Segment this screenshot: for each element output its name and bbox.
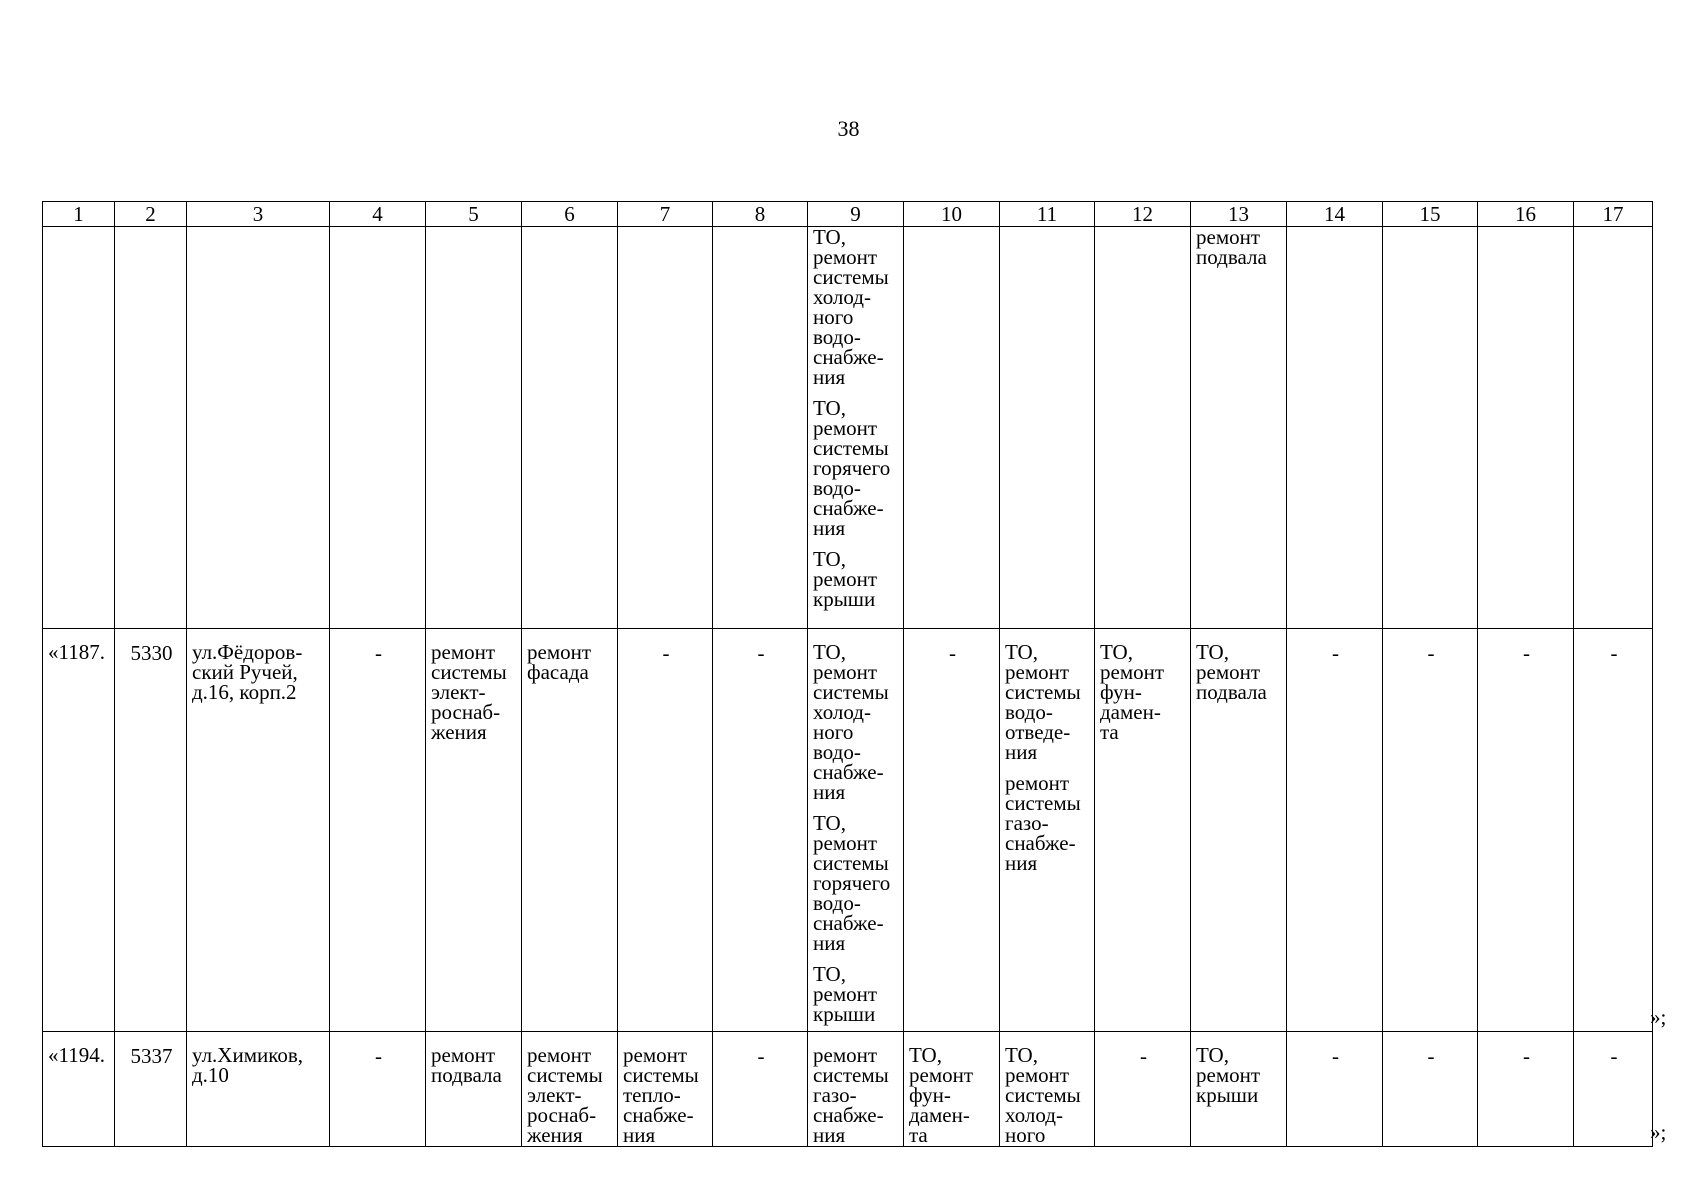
cell-line: -	[1332, 641, 1339, 665]
cell-line: ремонт	[909, 1063, 974, 1087]
cell-line: ния	[813, 780, 846, 804]
cell-entry	[623, 1045, 709, 1145]
cell-line: ТО,	[813, 640, 846, 664]
table-cell	[1000, 629, 1095, 1032]
cell-entry	[1196, 642, 1283, 702]
cell-line: ремонт	[813, 982, 878, 1006]
cell-line: -	[662, 641, 670, 665]
cell-line: фун-	[909, 1083, 951, 1107]
column-header-2: 2	[115, 202, 187, 227]
cell-entry	[431, 642, 518, 742]
table-cell	[330, 629, 426, 1032]
cell-line: холод-	[813, 285, 871, 309]
cell-line: крыши	[813, 587, 876, 611]
cell-line: системы	[813, 851, 889, 875]
header-row	[43, 202, 1653, 227]
cell-line: ТО,	[813, 962, 846, 986]
cell-entry	[527, 1045, 614, 1145]
cell-line: ремонт	[527, 640, 592, 664]
cell-line: тепло-	[623, 1083, 681, 1107]
cell-line: -	[375, 1044, 382, 1068]
cell-line: фасада	[527, 660, 589, 684]
table-cell	[187, 629, 330, 1032]
table-cell	[330, 227, 426, 629]
cell-entry	[1005, 773, 1091, 873]
cell-line: ния	[813, 1123, 846, 1147]
table-cell	[1095, 1032, 1191, 1147]
cell-line: ремонт	[813, 1043, 878, 1067]
cell-line: ремонт	[623, 1043, 688, 1067]
cell-line: подвала	[1196, 680, 1267, 704]
cell-entry	[718, 1046, 804, 1066]
cell-line: элект-	[431, 680, 486, 704]
cell-line: ремонт	[813, 831, 878, 855]
cell-entry	[48, 1045, 111, 1065]
cell-entry	[192, 642, 326, 702]
cell-entry	[120, 1046, 183, 1066]
cell-entry	[1196, 1045, 1283, 1105]
cell-line: ремонт	[813, 416, 878, 440]
table-cell	[522, 227, 618, 629]
table-cell	[1191, 227, 1287, 629]
table-cell	[1191, 629, 1287, 1032]
table-cell	[115, 629, 187, 1032]
table-cell	[1574, 629, 1653, 1032]
cell-line: ремонт	[431, 1043, 496, 1067]
column-header-3: 3	[187, 202, 330, 227]
cell-line: ТО,	[813, 225, 846, 249]
cell-line: 5330	[130, 641, 173, 665]
table-row	[43, 1032, 1653, 1147]
cell-line: ремонт	[431, 640, 496, 664]
table-cell	[904, 629, 1000, 1032]
cell-line: «1187.	[48, 640, 105, 664]
cell-entry	[813, 398, 900, 538]
cell-entry	[909, 643, 996, 663]
cell-entry	[335, 1046, 422, 1066]
cell-line: -	[1427, 641, 1435, 665]
column-header-8: 8	[713, 202, 808, 227]
table-cell	[904, 227, 1000, 629]
column-header-6: 6	[522, 202, 618, 227]
cell-line: ремонт	[813, 245, 878, 269]
table-cell	[1574, 1032, 1653, 1147]
cell-line: холод-	[813, 700, 871, 724]
table-cell	[1574, 227, 1653, 629]
cell-line: элект-	[527, 1083, 582, 1107]
cell-line: ремонт	[1196, 1063, 1261, 1087]
cell-line: ного	[1005, 1123, 1046, 1147]
table-cell	[808, 629, 904, 1032]
table-body	[43, 227, 1653, 1147]
cell-line: -	[1610, 1044, 1618, 1068]
cell-entry	[120, 643, 183, 663]
table-cell	[1287, 629, 1383, 1032]
cell-line: 5337	[130, 1044, 173, 1068]
cell-entry	[1005, 1045, 1091, 1145]
table-cell	[330, 1032, 426, 1147]
cell-line: водо-	[813, 740, 861, 764]
cell-line: ния	[813, 516, 846, 540]
table-cell	[1287, 227, 1383, 629]
table-cell	[1383, 629, 1478, 1032]
table-cell	[522, 629, 618, 1032]
cell-entry	[1483, 1046, 1570, 1066]
cell-line: роснаб-	[527, 1103, 597, 1127]
cell-line: жения	[431, 720, 487, 744]
cell-line: холод-	[1005, 1103, 1063, 1127]
cell-line: та	[1100, 720, 1119, 744]
cell-line: водо-	[1005, 700, 1053, 724]
table-cell	[187, 1032, 330, 1147]
cell-line: ский Ручей,	[192, 660, 298, 684]
cell-entry	[909, 1045, 996, 1145]
cell-entry	[813, 549, 900, 609]
cell-line: горячего	[813, 456, 891, 480]
table-cell	[115, 227, 187, 629]
cell-line: снабже-	[813, 911, 884, 935]
cell-line: газо-	[813, 1083, 857, 1107]
cell-line: -	[1523, 1044, 1530, 1068]
cell-entry	[1579, 643, 1649, 663]
cell-line: системы	[431, 660, 507, 684]
table-cell	[426, 227, 522, 629]
cell-entry	[1100, 642, 1187, 742]
cell-entry	[1292, 643, 1379, 663]
cell-line: -	[757, 1044, 765, 1068]
cell-line: ТО,	[813, 547, 846, 571]
cell-line: ремонт	[1005, 660, 1070, 684]
column-header-16: 16	[1478, 202, 1574, 227]
cell-line: ТО,	[909, 1043, 942, 1067]
cell-line: ния	[1005, 851, 1038, 875]
cell-line: системы	[813, 265, 889, 289]
table-cell	[808, 1032, 904, 1147]
cell-line: -	[757, 641, 765, 665]
cell-line: ул.Химиков,	[192, 1043, 304, 1067]
table-cell	[43, 1032, 115, 1147]
row-closing-quote: »;	[1650, 1119, 1667, 1144]
table-cell	[1478, 227, 1574, 629]
cell-entry	[335, 643, 422, 663]
cell-line: ремонт	[813, 567, 878, 591]
cell-line: ния	[813, 365, 846, 389]
cell-line: крыши	[1196, 1083, 1259, 1107]
cell-line: ния	[1005, 740, 1038, 764]
cell-line: -	[375, 641, 382, 665]
cell-line: ния	[813, 931, 846, 955]
cell-line: ремонт	[1005, 771, 1070, 795]
cell-entry	[1196, 227, 1283, 267]
cell-line: системы	[623, 1063, 699, 1087]
cell-line: д.16, корп.2	[192, 680, 297, 704]
table-cell	[713, 629, 808, 1032]
cell-line: ремонт	[527, 1043, 592, 1067]
works-table	[42, 201, 1653, 1147]
cell-line: водо-	[813, 476, 861, 500]
column-header-12: 12	[1095, 202, 1191, 227]
column-header-5: 5	[426, 202, 522, 227]
cell-entry	[1483, 643, 1570, 663]
table-cell	[43, 629, 115, 1032]
column-header-13: 13	[1191, 202, 1287, 227]
column-header-14: 14	[1287, 202, 1383, 227]
table-cell	[43, 227, 115, 629]
cell-line: водо-	[813, 891, 861, 915]
cell-line: подвала	[431, 1063, 502, 1087]
cell-entry	[1292, 1046, 1379, 1066]
cell-line: снабже-	[813, 496, 884, 520]
cell-line: снабже-	[813, 760, 884, 784]
column-header-9: 9	[808, 202, 904, 227]
table-cell	[426, 1032, 522, 1147]
table-row	[43, 227, 1653, 629]
cell-line: ТО,	[1100, 640, 1133, 664]
cell-line: ТО,	[813, 396, 846, 420]
cell-line: жения	[527, 1123, 583, 1147]
cell-line: -	[1332, 1044, 1339, 1068]
table-cell	[1383, 227, 1478, 629]
cell-line: ТО,	[1005, 640, 1038, 664]
cell-entry	[813, 642, 900, 802]
cell-line: снабже-	[813, 1103, 884, 1127]
cell-entry	[1005, 642, 1091, 762]
cell-line: системы	[813, 1063, 889, 1087]
table-cell	[1287, 1032, 1383, 1147]
cell-line: ТО,	[1196, 640, 1229, 664]
cell-line: ремонт	[813, 660, 878, 684]
column-header-7: 7	[618, 202, 713, 227]
column-header-11: 11	[1000, 202, 1095, 227]
column-header-1: 1	[43, 202, 115, 227]
cell-line: системы	[813, 436, 889, 460]
table-cell	[522, 1032, 618, 1147]
cell-line: ТО,	[1196, 1043, 1229, 1067]
cell-entry	[813, 1045, 900, 1145]
cell-line: -	[1427, 1044, 1435, 1068]
table-cell	[1095, 227, 1191, 629]
cell-line: ного	[813, 305, 854, 329]
cell-entry	[48, 642, 111, 662]
table-cell	[904, 1032, 1000, 1147]
table-cell	[115, 1032, 187, 1147]
cell-line: горячего	[813, 871, 891, 895]
cell-entry	[192, 1045, 326, 1085]
cell-line: снабже-	[813, 345, 884, 369]
column-header-15: 15	[1383, 202, 1478, 227]
table-cell	[618, 629, 713, 1032]
table-cell	[1191, 1032, 1287, 1147]
table-cell	[1383, 1032, 1478, 1147]
cell-line: ремонт	[1005, 1063, 1070, 1087]
cell-entry	[1388, 1046, 1474, 1066]
cell-line: фун-	[1100, 680, 1142, 704]
cell-line: системы	[1005, 680, 1081, 704]
cell-line: ного	[813, 720, 854, 744]
cell-entry	[718, 643, 804, 663]
cell-line: ТО,	[1005, 1043, 1038, 1067]
table-cell	[1478, 1032, 1574, 1147]
cell-line: газо-	[1005, 811, 1049, 835]
cell-line: системы	[1005, 791, 1081, 815]
cell-line: та	[909, 1123, 928, 1147]
table-cell	[713, 227, 808, 629]
table-cell	[618, 1032, 713, 1147]
cell-line: системы	[527, 1063, 603, 1087]
column-header-10: 10	[904, 202, 1000, 227]
cell-entry	[813, 964, 900, 1024]
cell-entry	[1579, 1046, 1649, 1066]
column-header-4: 4	[330, 202, 426, 227]
table-cell	[618, 227, 713, 629]
cell-line: роснаб-	[431, 700, 501, 724]
cell-line: ремонт	[1196, 660, 1261, 684]
cell-line: «1194.	[48, 1043, 105, 1067]
cell-entry	[623, 643, 709, 663]
cell-entry	[527, 642, 614, 682]
cell-line: системы	[1005, 1083, 1081, 1107]
cell-line: -	[1610, 641, 1618, 665]
row-closing-quote: »;	[1650, 1004, 1667, 1029]
table-cell	[808, 227, 904, 629]
cell-line: снабже-	[1005, 831, 1076, 855]
cell-line: дамен-	[1100, 700, 1161, 724]
table-row	[43, 629, 1653, 1032]
cell-entry	[1100, 1046, 1187, 1066]
page-number: 38	[837, 116, 860, 141]
cell-line: крыши	[813, 1002, 876, 1026]
table-cell	[426, 629, 522, 1032]
cell-line: ремонт	[1100, 660, 1165, 684]
cell-line: отведе-	[1005, 720, 1071, 744]
cell-entry	[1388, 643, 1474, 663]
cell-line: ремонт	[1196, 225, 1261, 249]
table-cell	[1095, 629, 1191, 1032]
table-cell	[1478, 629, 1574, 1032]
table-cell	[713, 1032, 808, 1147]
cell-line: -	[1140, 1044, 1147, 1068]
cell-line: снабже-	[623, 1103, 694, 1127]
cell-line: д.10	[192, 1063, 229, 1087]
table-cell	[187, 227, 330, 629]
cell-line: водо-	[813, 325, 861, 349]
cell-line: системы	[813, 680, 889, 704]
cell-line: ТО,	[813, 811, 846, 835]
table-cell	[1000, 227, 1095, 629]
column-header-17: 17	[1574, 202, 1653, 227]
cell-line: ул.Фёдоров-	[192, 640, 303, 664]
cell-line: ния	[623, 1123, 656, 1147]
cell-line: дамен-	[909, 1103, 970, 1127]
cell-line: -	[949, 641, 956, 665]
cell-line: -	[1523, 641, 1530, 665]
table-cell	[1000, 1032, 1095, 1147]
cell-entry	[431, 1045, 518, 1085]
cell-entry	[813, 227, 900, 387]
cell-entry	[813, 813, 900, 953]
cell-line: подвала	[1196, 245, 1267, 269]
